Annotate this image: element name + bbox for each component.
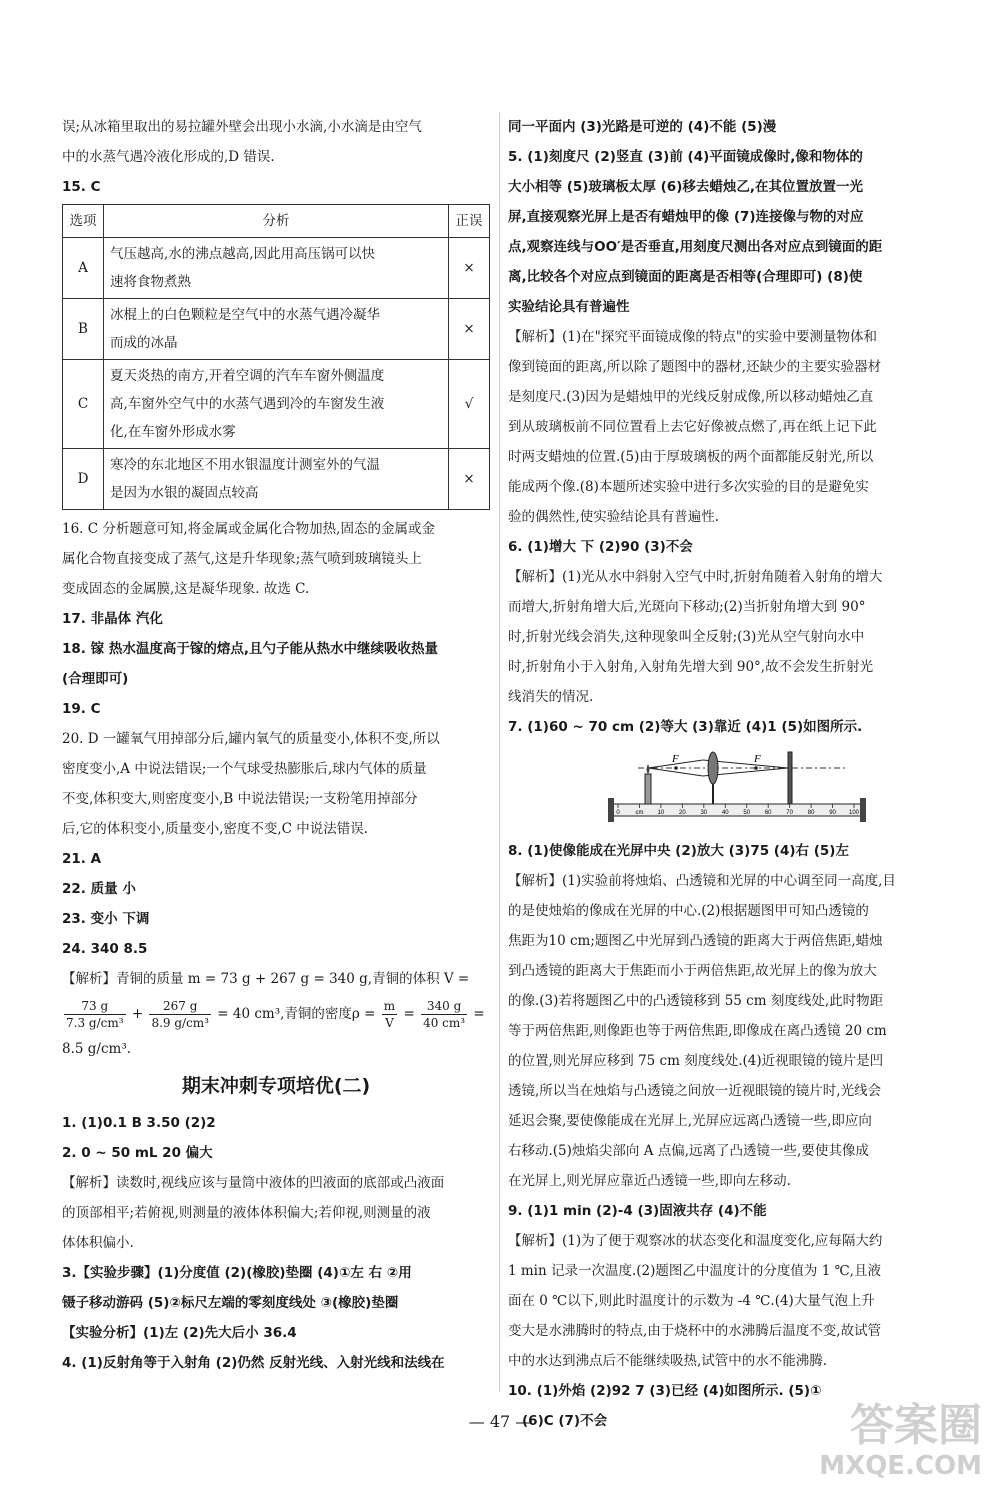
watermark [772, 1401, 982, 1481]
s9-analysis: 中的水达到沸点后不能继续吸热,试管中的水不能沸腾. [508, 1353, 828, 1369]
q23-answer: 23. 变小 下调 [62, 911, 150, 927]
s5-line: 实验结论具有普遍性 [508, 299, 630, 315]
text-line: 误;从冰箱里取出的易拉罐外壁会出现小水滴,小水滴是由空气 [62, 119, 422, 135]
watermark-logo: 答案圈 [850, 1400, 982, 1451]
s6-analysis: 【解析】(1)光从水中斜射入空气中时,折射角随着入射角的增大 [508, 569, 883, 585]
table-header-row [63, 205, 490, 238]
cell-line: 气压越高,水的沸点越高,因此用高压锅可以快 [110, 246, 376, 262]
focus-point [754, 766, 758, 770]
equals-sign: = [403, 1006, 415, 1022]
candle [645, 774, 651, 804]
s5-analysis: 【解析】(1)在"探究平面镜成像的特点"的实验中要测量物体和 [508, 329, 878, 345]
s6-analysis: 时,折射角小于入射角,入射角先增大到 90°,故不会发生折射光 [508, 659, 874, 675]
convex-lens [708, 752, 718, 784]
plus-sign: + [131, 1006, 144, 1022]
s5-analysis: 到从玻璃板前不同位置看上去它好像被点燃了,再在纸上记下此 [508, 419, 877, 435]
s6-analysis: 时,折射光线会消失,这种现象叫全反射;(3)光从空气射向水中 [508, 629, 865, 645]
q19-answer: 19. C [62, 701, 101, 717]
text-line: 中的水蒸气遇冷液化形成的,D 错误. [62, 149, 275, 165]
bench-tick-label: 60 [764, 810, 772, 816]
fraction: $\frac{340 g}{\text{40 cm³}}$ [423, 999, 466, 1030]
bench-tick-label: 90 [829, 810, 836, 816]
focus-point [674, 766, 678, 770]
q20-line: 20. D 一罐氧气用掉部分后,罐内氧气的质量变小,体积不变,所以 [62, 731, 440, 747]
bench-tick-label: 10 [657, 810, 665, 816]
q24-formula [62, 994, 490, 1034]
q16-line: 属化合物直接变成了蒸气,这是升华现象;蒸气喷到玻璃镜头上 [62, 551, 422, 567]
q18-line: (合理即可) [62, 671, 129, 687]
q16-line: 16. C 分析题意可知,将金属或金属化合物加热,固态的金属或金 [62, 521, 435, 537]
cell-line: 高,车窗外空气中的水蒸气遇到冷的车窗发生液 [110, 396, 385, 412]
right-column [508, 112, 948, 1436]
analysis-table [62, 204, 490, 510]
s8-analysis: 到凸透镜的距离大于焦距而小于两倍焦距,故光屏上的像为放大 [508, 963, 877, 979]
s8-analysis: 的像.(3)若将题图乙中的凸透镜移到 55 cm 刻度线处,此时物距 [508, 993, 884, 1009]
s8-analysis: 延迟会聚,要使像能成在光屏上,光屏应远离凸透镜一些,即应向 [508, 1113, 872, 1129]
s7-answer: 7. (1)60 ~ 70 cm (2)等大 (3)靠近 (4)1 (5)如图所示. [508, 719, 863, 735]
s5-analysis: 验的偶然性,使实验结论具有普遍性. [508, 509, 720, 525]
s9-analysis: 【解析】(1)为了便于观察冰的状态变化和温度变化,应每隔大约 [508, 1233, 883, 1249]
s5-analysis: 像到镜面的距离,所以除了题图中的器材,还缺少的主要实验器材 [508, 359, 882, 375]
q24-result: 8.5 g/cm³. [62, 1041, 132, 1057]
cell-line: 夏天炎热的南方,开着空调的汽车车窗外侧温度 [110, 368, 385, 384]
watermark-url: MXQE.COM [819, 1451, 982, 1481]
q16-line: 变成固态的金属膜,这是凝华现象. 故选 C. [62, 581, 310, 597]
s5-line: 离,比较各个对应点到镜面的距离是否相等(合理即可) (8)使 [508, 269, 863, 285]
optical-bench-diagram [508, 746, 948, 830]
s4-line: 4. (1)反射角等于入射角 (2)仍然 反射光线、入射光线和法线在 [62, 1355, 445, 1371]
s5-analysis: 是刻度尺.(3)因为是蜡烛甲的光线反射成像,所以移动蜡烛乙直 [508, 389, 874, 405]
s5-line: 屏,直接观察光屏上是否有蜡烛甲的像 (7)连接像与物的对应 [508, 209, 864, 225]
table-row [63, 299, 490, 360]
s4-continued: 同一平面内 (3)光路是可逆的 (4)不能 (5)漫 [508, 119, 777, 135]
s9-answer: 9. (1)1 min (2)-4 (3)固液共存 (4)不能 [508, 1203, 767, 1219]
focus-label: F [672, 753, 679, 765]
s3-line: 镊子移动游码 (5)②标尺左端的零刻度线处 ③(橡胶)垫圈 [62, 1295, 399, 1311]
s6-analysis: 而增大,折射角增大后,光斑向下移动;(2)当折射角增大到 90° [508, 599, 866, 615]
s9-analysis: 变大是水沸腾时的特点,由于烧杯中的水沸腾后温度不变,故试管 [508, 1323, 882, 1339]
s8-analysis: 透镜,所以当在烛焰与凸透镜之间放一近视眼镜的镜片时,光线会 [508, 1083, 882, 1099]
bench-tick-label: 100 [848, 810, 860, 816]
cell-line: 化,在车窗外形成水雾 [110, 424, 236, 440]
table-cell-result: × [449, 299, 490, 360]
fraction: $\frac{267 g}{\text{8.9 g/cm³}}$ [151, 999, 209, 1030]
bench-tick-label: 30 [700, 810, 708, 816]
cell-line: 是因为水银的凝固点较高 [110, 485, 259, 501]
table-row [63, 449, 490, 510]
s5-line: 大小相等 (5)玻璃板太厚 (6)移去蜡烛乙,在其位置放置一光 [508, 179, 863, 195]
s9-analysis: 1 min 记录一次温度.(2)题图乙中温度计的分度值为 1 ℃,且液 [508, 1263, 881, 1279]
s5-analysis: 时两支蜡烛的位置.(5)由于厚玻璃板的两个面都能反射光,所以 [508, 449, 874, 465]
table-row [63, 360, 490, 449]
bench-leg [608, 798, 614, 822]
candle-flame [647, 764, 650, 774]
table-header: 正误 [449, 205, 490, 238]
q24-analysis: 【解析】青铜的质量 m = 73 g + 267 g = 340 g,青铜的体积 V = [62, 971, 470, 987]
light-screen [788, 752, 792, 804]
s2-answer: 2. 0 ~ 50 mL 20 偏大 [62, 1145, 213, 1161]
s8-analysis: 的位置,则光屏应移到 75 cm 刻度线处.(4)近视眼镜的镜片是凹 [508, 1053, 884, 1069]
s8-answer: 8. (1)使像能成在光屏中央 (2)放大 (3)75 (4)右 (5)左 [508, 843, 849, 859]
q20-line: 后,它的体积变小,质量变小,密度不变,C 中说法错误. [62, 821, 369, 837]
optical-bench-svg [508, 746, 948, 826]
bench-tick-label: 70 [786, 810, 793, 816]
s5-line: 点,观察连线与OO′是否垂直,用刻度尺测出各对应点到镜面的距 [508, 239, 883, 255]
optical-bench [612, 804, 862, 816]
table-cell-analysis [104, 299, 449, 360]
table-cell-option: C [63, 360, 104, 449]
table-header: 选项 [63, 205, 104, 238]
table-cell-result: √ [449, 360, 490, 449]
bench-leg [860, 798, 866, 822]
bench-tick-label: 20 [679, 810, 686, 816]
s10-line: 10. (1)外焰 (2)92 7 (3)已经 (4)如图所示. (5)① [508, 1383, 822, 1399]
s9-analysis: 面在 0 ℃以下,则此时温度计的示数为 -4 ℃.(4)大量气泡上升 [508, 1293, 875, 1309]
s8-analysis: 焦距为10 cm;题图乙中光屏到凸透镜的距离大于两倍焦距,蜡烛 [508, 933, 883, 949]
q22-answer: 22. 质量 小 [62, 881, 136, 897]
q15-answer: 15. C [62, 179, 101, 195]
s5-line: 5. (1)刻度尺 (2)竖直 (3)前 (4)平面镜成像时,像和物体的 [508, 149, 863, 165]
s5-analysis: 能成两个像.(8)本题所述实验中进行多次实验的目的是避免实 [508, 479, 869, 495]
s2-analysis: 体体积偏小. [62, 1235, 134, 1251]
table-cell-option: D [63, 449, 104, 510]
table-cell-option: B [63, 299, 104, 360]
s8-analysis: 【解析】(1)实验前将烛焰、凸透镜和光屏的中心调至同一高度,目 [508, 873, 896, 889]
s2-analysis: 的顶部相平;若俯视,则测量的液体体积偏大;若仰视,则测量的液 [62, 1205, 431, 1221]
left-column [62, 112, 490, 1378]
bench-tick-label: 40 [721, 810, 729, 816]
q24-answer: 24. 340 8.5 [62, 941, 148, 957]
s8-analysis: 在光屏上,则光屏应靠近凸透镜一些,即向左移动. [508, 1173, 791, 1189]
page-number: — 47 — [468, 1412, 532, 1431]
table-cell-analysis [104, 449, 449, 510]
fraction: $\frac{m}{V}$ [383, 999, 396, 1030]
cell-line: 而成的冰晶 [110, 335, 178, 351]
table-cell-analysis [104, 238, 449, 299]
s10-line: (6)C (7)不会 [522, 1413, 608, 1429]
q21-answer: 21. A [62, 851, 102, 867]
column-divider [499, 112, 500, 1392]
cell-line: 速将食物煮熟 [110, 274, 191, 290]
table-header: 分析 [104, 205, 449, 238]
s8-analysis: 右移动.(5)烛焰尖部向 A 点偏,远离了凸透镜一些,要使其像成 [508, 1143, 869, 1159]
cell-line: 冰棍上的白色颗粒是空气中的水蒸气遇冷凝华 [110, 307, 380, 323]
s1-answer: 1. (1)0.1 B 3.50 (2)2 [62, 1115, 216, 1131]
bench-tick-label: 50 [743, 810, 751, 816]
focus-label: F [754, 753, 761, 765]
q18-line: 18. 镓 热水温度高于镓的熔点,且勺子能从热水中继续吸收热量 [62, 641, 438, 657]
q20-line: 密度变小,A 中说法错误;一个气球受热膨胀后,球内气体的质量 [62, 761, 427, 777]
s8-analysis: 的是使烛焰的像成在光屏的中心.(2)根据题图甲可知凸透镜的 [508, 903, 869, 919]
section-title: 期末冲刺专项培优(二) [181, 1075, 371, 1097]
s3-line: 3.【实验步骤】(1)分度值 (2)(橡胶)垫圈 (4)①左 右 ②用 [62, 1265, 412, 1281]
s6-answer: 6. (1)增大 下 (2)90 (3)不会 [508, 539, 693, 555]
q17-answer: 17. 非晶体 汽化 [62, 611, 163, 627]
equals-sign: = [473, 1006, 485, 1022]
q20-line: 不变,体积变大,则密度变小,B 中说法错误;一支粉笔用掉部分 [62, 791, 418, 807]
table-cell-analysis [104, 360, 449, 449]
bench-tick-label: 0 [616, 810, 620, 816]
s8-analysis: 等于两倍焦距,则像距也等于两倍焦距,即像成在离凸透镜 20 cm [508, 1023, 887, 1039]
table-row [63, 238, 490, 299]
s6-analysis: 线消失的情况. [508, 689, 594, 705]
table-cell-result: × [449, 449, 490, 510]
s3-line: 【实验分析】(1)左 (2)先大后小 36.4 [62, 1325, 297, 1341]
cell-line: 寒冷的东北地区不用水银温度计测室外的气温 [110, 457, 380, 473]
bench-tick-label: cm [635, 810, 644, 816]
fraction: $\frac{73 g}{\text{7.3 g/cm³}}$ [66, 999, 124, 1030]
formula-text: = 40 cm³,青铜的密度ρ = [217, 1006, 376, 1022]
table-cell-result: × [449, 238, 490, 299]
bench-tick-label: 80 [807, 810, 815, 816]
s2-analysis: 【解析】读数时,视线应该与量筒中液体的凹液面的底部或凸液面 [62, 1175, 445, 1191]
table-cell-option: A [63, 238, 104, 299]
